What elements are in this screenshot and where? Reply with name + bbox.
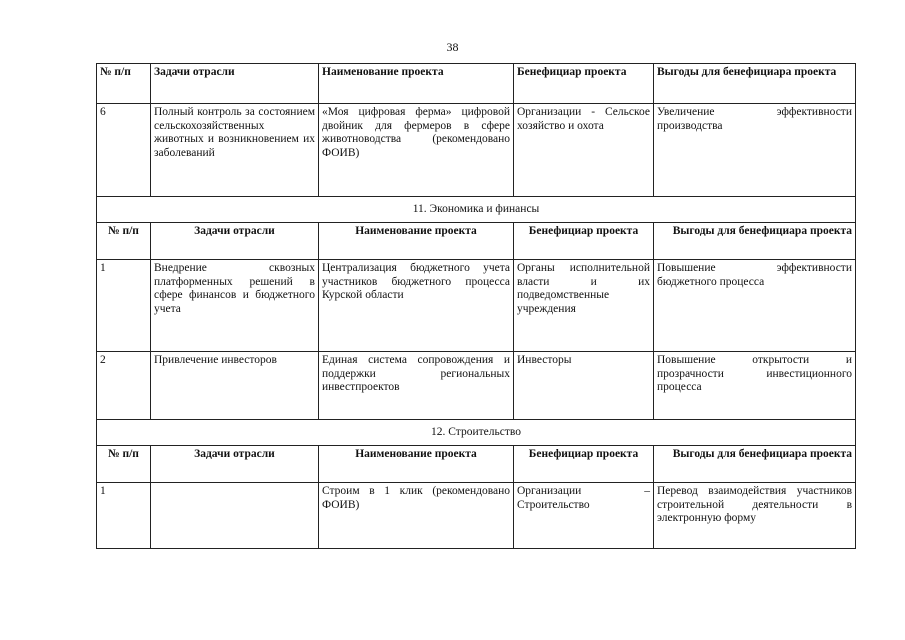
section-title-row: [97, 197, 856, 223]
project-cell: Строим в 1 клик (рекомендовано ФОИВ): [319, 483, 514, 549]
header-cell: № п/п: [97, 64, 151, 104]
header-cell: Бенефициар проекта: [514, 446, 654, 483]
table-header-row: [97, 223, 856, 260]
benefits-cell: Перевод взаимодействия участников строительной деятельности в электронную форму: [654, 483, 856, 549]
table-row: [97, 260, 856, 352]
projects-table: [96, 63, 856, 549]
header-cell: Выгоды для бенефициара проекта: [654, 64, 856, 104]
table-header-row: [97, 446, 856, 483]
row-number: 2: [97, 352, 151, 420]
header-cell: № п/п: [97, 446, 151, 483]
header-cell: Задачи отрасли: [151, 223, 319, 260]
project-cell: «Моя цифровая ферма» цифровой двойник для фермеров в сфере животноводства (рекомендовано ФОИВ): [319, 104, 514, 197]
header-cell: № п/п: [97, 223, 151, 260]
beneficiary-cell: Инвесторы: [514, 352, 654, 420]
row-number: 6: [97, 104, 151, 197]
header-cell: Задачи отрасли: [151, 446, 319, 483]
beneficiary-cell: Органы исполнительной власти и их подведомственные учреждения: [514, 260, 654, 352]
task-cell: Привлечение инвесторов: [151, 352, 319, 420]
table-header-row: [97, 64, 856, 104]
task-cell: Полный контроль за состоянием сельскохозяйственных животных и возникновением их заболеваний: [151, 104, 319, 197]
beneficiary-cell: Организации - Сельское хозяйство и охота: [514, 104, 654, 197]
table-row: [97, 104, 856, 197]
benefits-cell: Увеличение эффективности производства: [654, 104, 856, 197]
task-cell: [151, 483, 319, 549]
row-number: 1: [97, 260, 151, 352]
header-cell: Наименование проекта: [319, 64, 514, 104]
section-title: 11. Экономика и финансы: [97, 197, 856, 223]
beneficiary-cell: Организации – Строительство: [514, 483, 654, 549]
task-cell: Внедрение сквозных платформенных решений в сфере финансов и бюджетного учета: [151, 260, 319, 352]
benefits-cell: Повышение открытости и прозрачности инвестиционного процесса: [654, 352, 856, 420]
benefits-cell: Повышение эффективности бюджетного процесса: [654, 260, 856, 352]
table-row: [97, 483, 856, 549]
header-cell: Наименование проекта: [319, 223, 514, 260]
table-row: [97, 352, 856, 420]
page-number: 38: [446, 40, 459, 54]
header-cell: Бенефициар проекта: [514, 223, 654, 260]
header-cell: Выгоды для бенефициара проекта: [654, 223, 856, 260]
header-cell: Задачи отрасли: [151, 64, 319, 104]
section-title-row: [97, 420, 856, 446]
header-cell: Выгоды для бенефициара проекта: [654, 446, 856, 483]
header-cell: Бенефициар проекта: [514, 64, 654, 104]
project-cell: Единая система сопровождения и поддержки региональных инвестпроектов: [319, 352, 514, 420]
row-number: 1: [97, 483, 151, 549]
header-cell: Наименование проекта: [319, 446, 514, 483]
section-title: 12. Строительство: [97, 420, 856, 446]
project-cell: Централизация бюджетного учета участников бюджетного процесса Курской области: [319, 260, 514, 352]
